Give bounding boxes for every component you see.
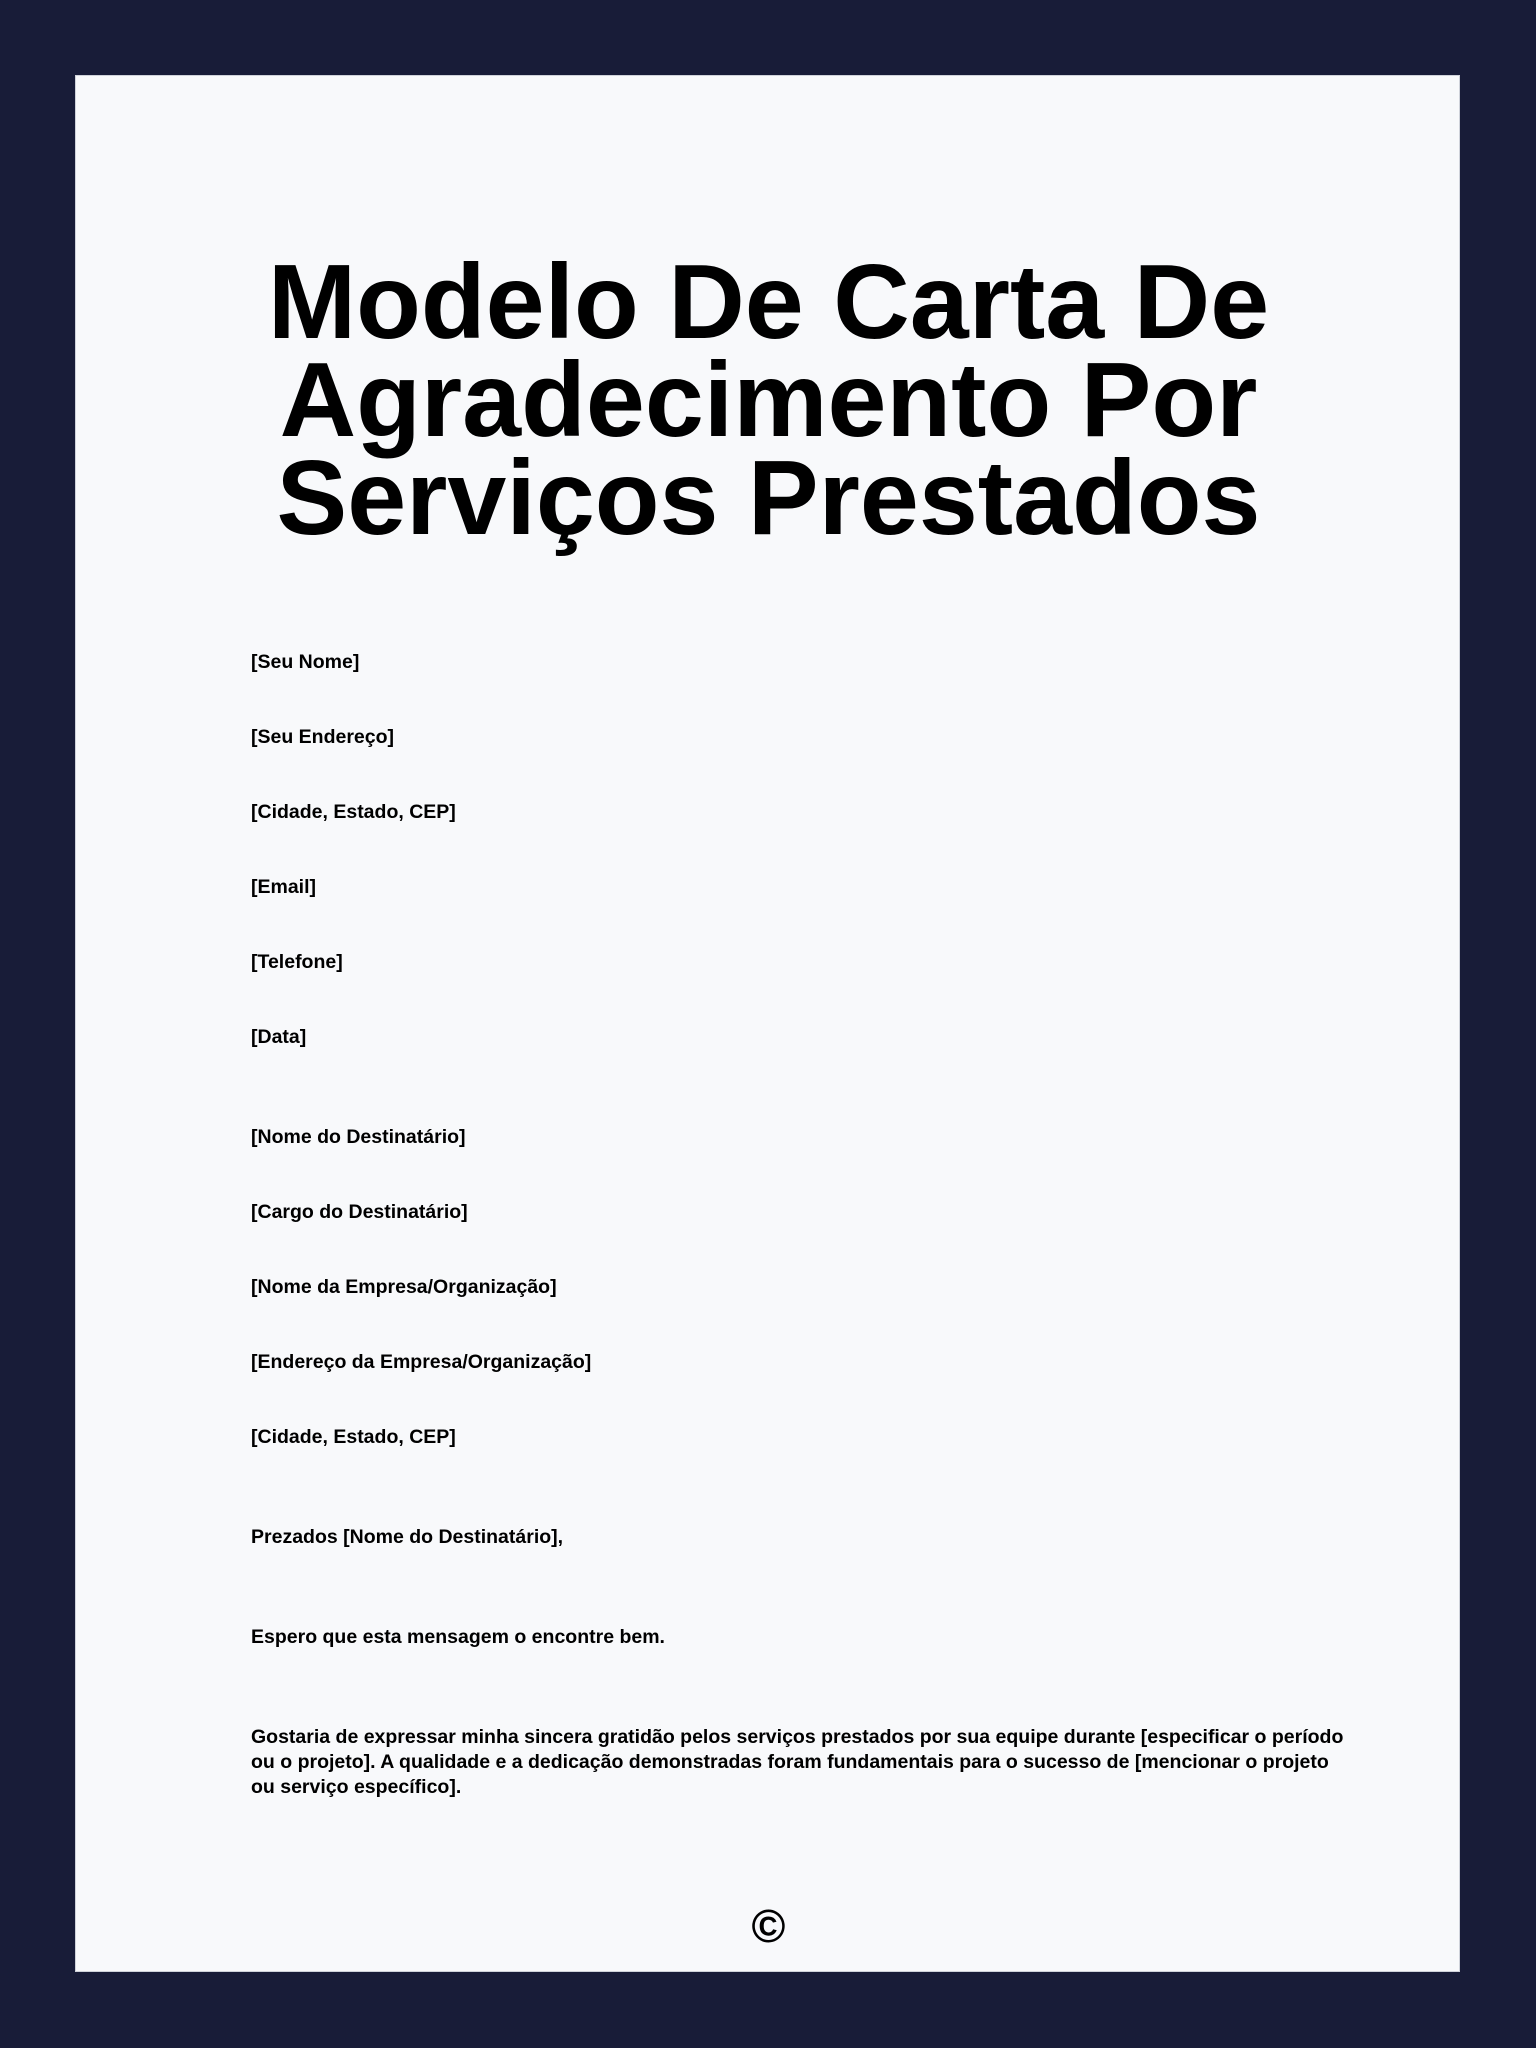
opening-line: Espero que esta mensagem o encontre bem.: [251, 1626, 665, 1648]
recipient-company: [Nome da Empresa/Organização]: [251, 1276, 557, 1298]
sender-phone: [Telefone]: [251, 951, 343, 973]
salutation: Prezados [Nome do Destinatário],: [251, 1526, 564, 1548]
recipient-city: [Cidade, Estado, CEP]: [251, 1426, 456, 1448]
recipient-name: [Nome do Destinatário]: [251, 1126, 466, 1148]
recipient-company-address: [Endereço da Empresa/Organização]: [251, 1351, 592, 1373]
sender-email: [Email]: [251, 876, 317, 898]
document-title: Modelo De Carta De Agradecimento Por Serviços Prestados: [267, 243, 1270, 557]
sender-address: [Seu Endereço]: [251, 726, 395, 748]
recipient-position: [Cargo do Destinatário]: [251, 1201, 468, 1223]
sender-city: [Cidade, Estado, CEP]: [251, 801, 456, 823]
letter-date: [Data]: [251, 1026, 307, 1048]
sender-name: [Seu Nome]: [251, 651, 360, 673]
body-paragraph: Gostaria de expressar minha sincera gratidão pelos serviços prestados por sua equipe durante [especificar o período ou o projeto]. A qualidade e a dedicação demonstradas foram fundamentais para o sucesso de [mencionar o projeto ou serviço específico].: [251, 1726, 1344, 1798]
copyright-icon: ©: [751, 1900, 786, 1952]
document-page: [75, 75, 1460, 1972]
